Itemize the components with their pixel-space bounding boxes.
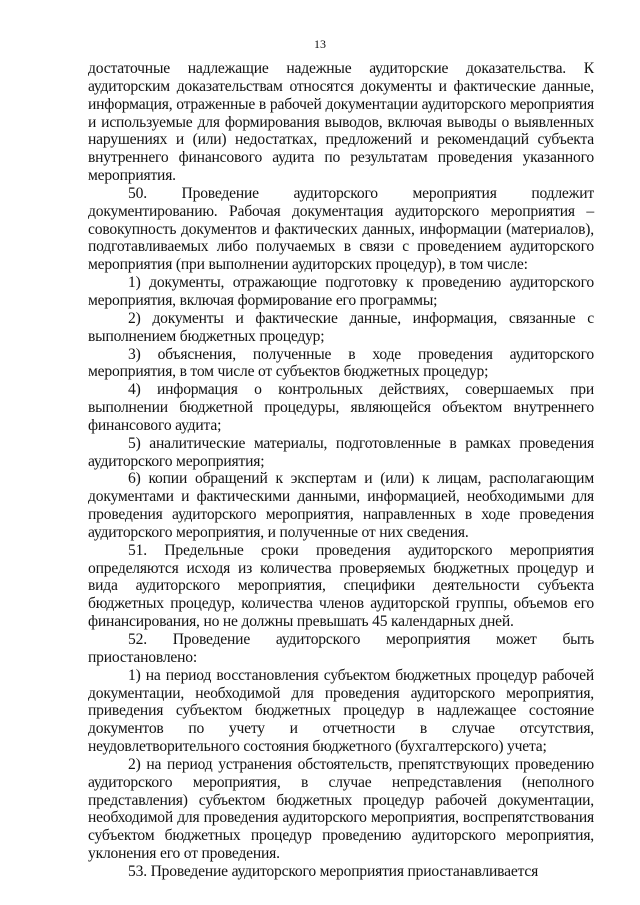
- paragraph-53: 53. Проведение аудиторского мероприятия приостанавливается: [128, 862, 539, 880]
- list-item-50-3: 3) объяснения, полученные в ходе проведения аудиторского мероприятия, в том числе от субъектов бюджетных процедур;: [88, 345, 594, 381]
- page-number: 13: [314, 37, 326, 51]
- document-body: [88, 60, 594, 881]
- paragraph-51: 51. Предельные сроки проведения аудиторского мероприятия определяются исходя из количества проверяемых бюджетных процедур и вида аудиторского мероприятия, специфики деятельности субъекта бюджетных процедур, количества членов аудиторской группы, объемов его финансирования, но не должны превышать 45 календарных дней.: [88, 541, 594, 631]
- paragraph-52: 52. Проведение аудиторского мероприятия может быть приостановлено:: [88, 631, 594, 666]
- list-item-50-2: 2) документы и фактические данные, информация, связанные с выполнением бюджетных процедур;: [88, 309, 594, 345]
- paragraph-50: 50. Проведение аудиторского мероприятия подлежит документированию. Рабочая документация аудиторского мероприятия – совокупность документов и фактических данных, информации (материалов), подготавливаемых либо получаемых в связи с проведением аудиторского мероприятия (при выполнении аудиторских процедур), в том числе:: [88, 184, 594, 274]
- list-item-50-5: 5) аналитические материалы, подготовленные в рамках проведения аудиторского мероприятия;: [88, 434, 594, 470]
- list-item-50-1: 1) документы, отражающие подготовку к проведению аудиторского мероприятия, включая формирование его программы;: [88, 274, 594, 309]
- paragraph-continuation: достаточные надлежащие надежные аудиторские доказательства. К аудиторским доказательствам относятся документы и фактические данные, информация, отраженные в рабочей документации аудиторского мероприятия и используемые для формирования выводов, включая выводы о выявленных нарушениях и (или) недостатках, предложений и рекомендаций субъекта внутреннего финансового аудита по результатам проведения указанного мероприятия.: [88, 60, 594, 185]
- list-item-50-4: 4) информация о контрольных действиях, совершаемых при выполнении бюджетной процедуры, являющейся объектом внутреннего финансового аудита;: [88, 381, 594, 434]
- list-item-52-2: 2) на период устранения обстоятельств, препятствующих проведению аудиторского мероприятия, в случае непредставления (неполного представления) субъектом бюджетных процедур рабочей документации, необходимой для проведения аудиторского мероприятия, воспрепятствования субъектом бюджетных процедур проведению аудиторского мероприятия, уклонения его от проведения.: [88, 755, 594, 863]
- list-item-52-1: 1) на период восстановления субъектом бюджетных процедур рабочей документации, необходимой для проведения аудиторского мероприятия, приведения субъектом бюджетных процедур в надлежащее состояние документов по учету и отчетности в случае отсутствия, неудовлетворительного состояния бюджетного (бухгалтерского) учета;: [88, 666, 594, 756]
- list-item-50-6: 6) копии обращений к экспертам и (или) к лицам, располагающим документами и фактическими данными, информацией, необходимыми для проведения аудиторского мероприятия, направленных в ходе проведения аудиторского мероприятия, и полученные от них сведения.: [88, 470, 594, 541]
